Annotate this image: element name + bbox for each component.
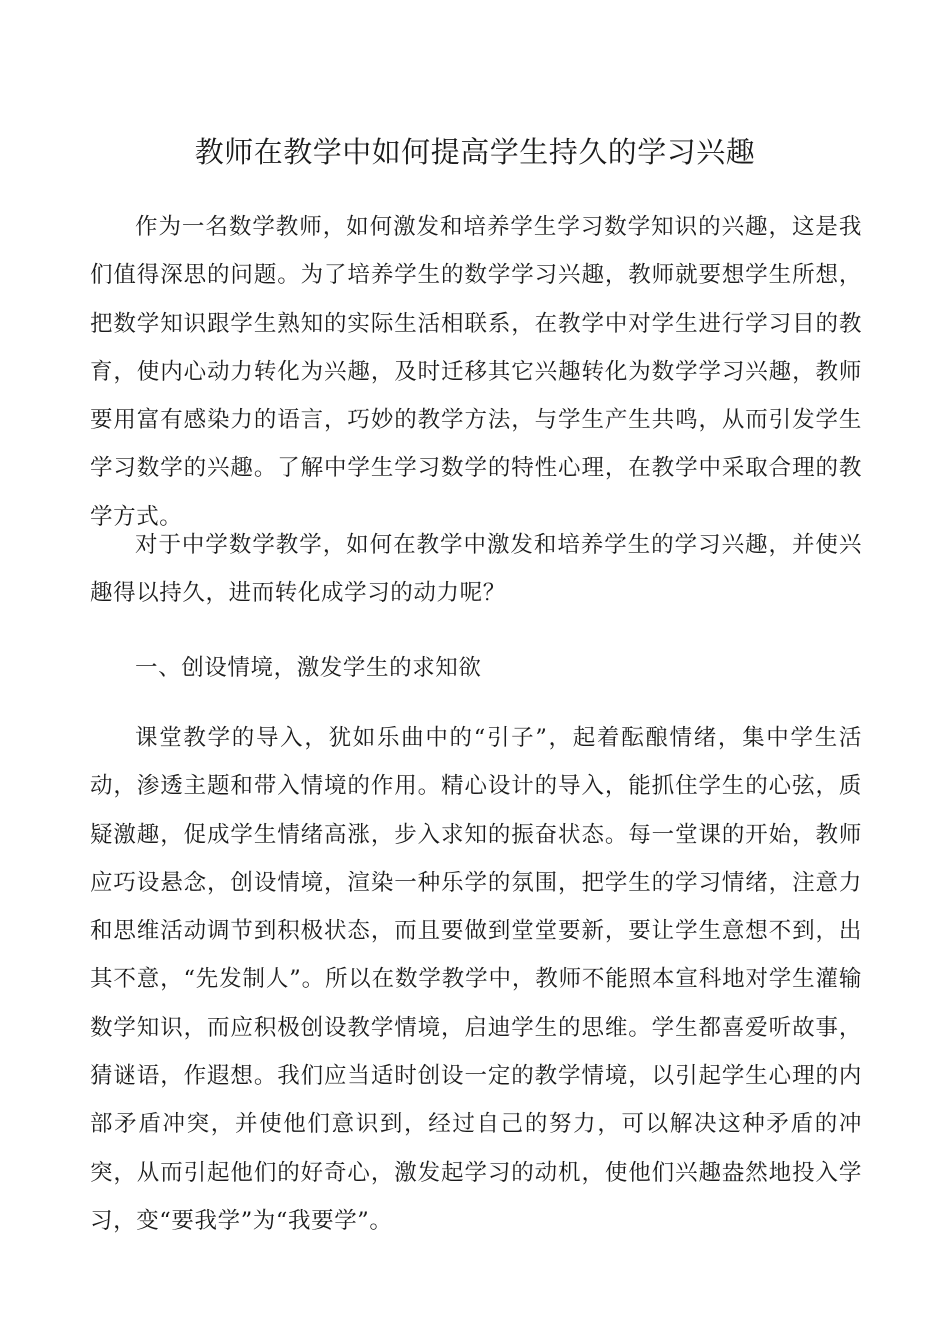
paragraph-section-one (90, 714, 862, 1245)
section-heading-text: 一、创设情境，激发学生的求知欲 (135, 655, 482, 681)
paragraph-text: 对于中学数学教学，如何在教学中激发和培养学生的学习兴趣，并使兴趣得以持久，进而转化成学习的动力呢？ (90, 532, 862, 607)
paragraph-intro (90, 203, 862, 541)
document-title: 教师在教学中如何提高学生持久的学习兴趣 (194, 135, 756, 169)
paragraph-text: 作为一名数学教师，如何激发和培养学生学习数学知识的兴趣，这是我们值得深思的问题。为了培养学生的数学学习兴趣，教师就要想学生所想，把数学知识跟学生熟知的实际生活相联系，在教学中对学生进行学习目的教育，使内心动力转化为兴趣，及时迁移其它兴趣转化为数学学习兴趣，教师要用富有感染力的语言，巧妙的教学方法，与学生产生共鸣，从而引发学生学习数学的兴趣。了解中学生学习数学的特性心理，在教学中采取合理的教学方式。 (90, 214, 862, 530)
section-heading (90, 644, 862, 692)
paragraph-question (90, 521, 862, 618)
paragraph-text: 课堂教学的导入，犹如乐曲中的“引子”，起着酝酿情绪，集中学生活动，渗透主题和带入情境的作用。精心设计的导入，能抓住学生的心弦，质疑激趣，促成学生情绪高涨，步入求知的振奋状态。每一堂课的开始，教师应巧设悬念，创设情境，渲染一种乐学的氛围，把学生的学习情绪，注意力和思维活动调节到积极状态，而且要做到堂堂要新，要让学生意想不到，出其不意，“先发制人”。所以在数学教学中，教师不能照本宣科地对学生灌输数学知识，而应积极创设教学情境，启迪学生的思维。学生都喜爱听故事，猜谜语，作遐想。我们应当适时创设一定的教学情境，以引起学生心理的内部矛盾冲突，并使他们意识到，经过自己的努力，可以解决这种矛盾的冲突，从而引起他们的好奇心，激发起学习的动机，使他们兴趣盎然地投入学习，变“要我学”为“我要学”。 (90, 725, 862, 1234)
